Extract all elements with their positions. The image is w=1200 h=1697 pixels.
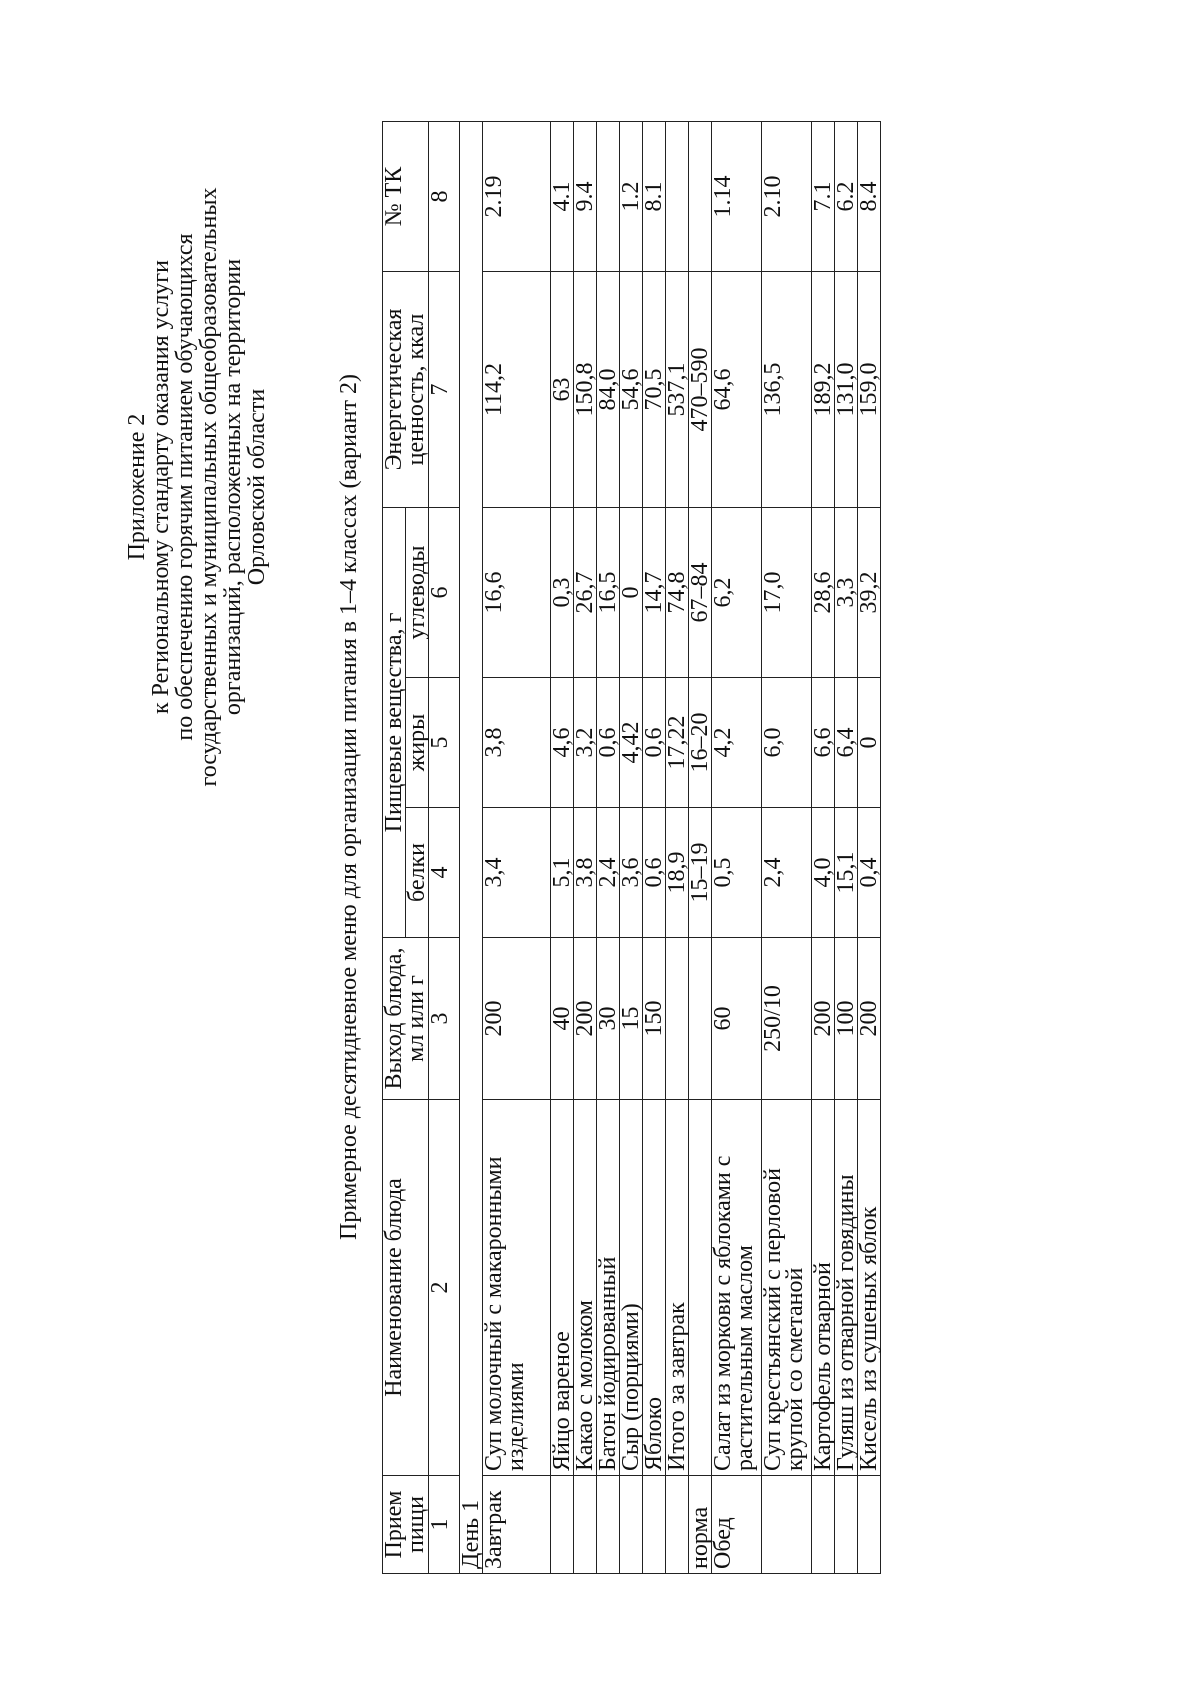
column-number: 3 xyxy=(429,938,460,1100)
cell-meal xyxy=(835,1476,858,1574)
cell-tk: 7.1 xyxy=(812,122,835,272)
col-header-fat: жиры xyxy=(406,678,429,808)
cell-tk: 6.2 xyxy=(835,122,858,272)
cell-protein: 4,0 xyxy=(812,808,835,938)
col-header-carbs: углеводы xyxy=(406,508,429,678)
cell-yield: 40 xyxy=(551,938,574,1100)
cell-meal xyxy=(551,1476,574,1574)
cell-meal xyxy=(858,1476,881,1574)
col-header-dish: Наименование блюда xyxy=(383,1100,429,1476)
cell-protein: 3,4 xyxy=(483,808,551,938)
cell-dish: Яйцо вареное xyxy=(551,1100,574,1476)
cell-yield xyxy=(689,938,712,1100)
cell-meal xyxy=(574,1476,597,1574)
cell-fat: 6,4 xyxy=(835,678,858,808)
cell-dish: Сыр (порциями) xyxy=(620,1100,643,1476)
cell-fat: 3,8 xyxy=(483,678,551,808)
col-header-meal: Прием пищи xyxy=(383,1476,429,1574)
day-label: День 1 xyxy=(460,122,483,1574)
cell-tk: 1.2 xyxy=(620,122,643,272)
cell-dish: Яблоко xyxy=(643,1100,666,1476)
cell-dish: Батон йодированный xyxy=(597,1100,620,1476)
cell-energy: 64,6 xyxy=(712,272,762,508)
cell-carbs: 6,2 xyxy=(712,508,762,678)
cell-dish: Гуляш из отварной говядины xyxy=(835,1100,858,1476)
cell-fat: 17,22 xyxy=(666,678,689,808)
cell-yield: 200 xyxy=(574,938,597,1100)
cell-dish: Какао с молоком xyxy=(574,1100,597,1476)
header-line-5: организаций, расположенных на территории xyxy=(220,258,246,716)
cell-tk: 1.14 xyxy=(712,122,762,272)
cell-fat: 6,0 xyxy=(762,678,812,808)
cell-energy: 537,1 xyxy=(666,272,689,508)
cell-yield: 100 xyxy=(835,938,858,1100)
cell-energy: 70,5 xyxy=(643,272,666,508)
cell-protein: 2,4 xyxy=(762,808,812,938)
cell-energy: 63 xyxy=(551,272,574,508)
cell-tk: 4.1 xyxy=(551,122,574,272)
cell-meal xyxy=(762,1476,812,1574)
cell-protein: 2,4 xyxy=(597,808,620,938)
col-header-energy: Энергетическая ценность, ккал xyxy=(383,272,429,508)
cell-energy: 159,0 xyxy=(858,272,881,508)
header-row-1 xyxy=(383,122,406,1574)
table-row xyxy=(597,122,620,1574)
cell-dish: Кисель из сушеных яблок xyxy=(858,1100,881,1476)
column-number: 8 xyxy=(429,122,460,272)
cell-carbs: 16,5 xyxy=(597,508,620,678)
cell-dish: Суп молочный с макаронными изделиями xyxy=(483,1100,551,1476)
column-number-row xyxy=(429,122,460,1574)
cell-meal: Завтрак xyxy=(483,1476,551,1574)
cell-meal xyxy=(597,1476,620,1574)
col-header-yield: Выход блюда, мл или г xyxy=(383,938,429,1100)
cell-dish xyxy=(689,1100,712,1476)
cell-carbs: 67–84 xyxy=(689,508,712,678)
cell-carbs: 3,3 xyxy=(835,508,858,678)
column-number: 7 xyxy=(429,272,460,508)
cell-carbs: 0 xyxy=(620,508,643,678)
cell-tk xyxy=(689,122,712,272)
cell-yield: 250/10 xyxy=(762,938,812,1100)
cell-fat: 4,42 xyxy=(620,678,643,808)
cell-tk: 9.4 xyxy=(574,122,597,272)
table-row-norm xyxy=(689,122,712,1574)
cell-protein: 0,6 xyxy=(643,808,666,938)
cell-energy: 54,6 xyxy=(620,272,643,508)
day-row xyxy=(460,122,483,1574)
document-title: Примерное десятидневное меню для организации питания в 1–4 классах (вариант 2) xyxy=(336,374,362,1241)
column-number: 1 xyxy=(429,1476,460,1574)
cell-protein: 15–19 xyxy=(689,808,712,938)
cell-carbs: 26,7 xyxy=(574,508,597,678)
column-number: 2 xyxy=(429,1100,460,1476)
cell-energy: 136,5 xyxy=(762,272,812,508)
cell-energy: 131,0 xyxy=(835,272,858,508)
cell-protein: 0,5 xyxy=(712,808,762,938)
cell-carbs: 16,6 xyxy=(483,508,551,678)
cell-meal: норма xyxy=(689,1476,712,1574)
col-header-tk: № ТК xyxy=(383,122,429,272)
cell-dish: Суп крестьянский с перловой крупой со сметаной xyxy=(762,1100,812,1476)
table-row xyxy=(643,122,666,1574)
cell-yield xyxy=(666,938,689,1100)
table-row xyxy=(712,122,762,1574)
menu-table xyxy=(382,121,881,1574)
header-line-6: Орловской области xyxy=(244,388,270,586)
cell-yield: 30 xyxy=(597,938,620,1100)
cell-fat: 4,2 xyxy=(712,678,762,808)
table-row xyxy=(812,122,835,1574)
cell-yield: 200 xyxy=(812,938,835,1100)
col-header-nutrients: Пищевые вещества, г xyxy=(383,508,406,938)
cell-fat: 3,2 xyxy=(574,678,597,808)
cell-yield: 60 xyxy=(712,938,762,1100)
cell-tk: 8.4 xyxy=(858,122,881,272)
cell-fat: 16–20 xyxy=(689,678,712,808)
cell-meal xyxy=(812,1476,835,1574)
cell-dish: Итого за завтрак xyxy=(666,1100,689,1476)
cell-energy: 470–590 xyxy=(689,272,712,508)
cell-tk xyxy=(666,122,689,272)
cell-fat: 0,6 xyxy=(597,678,620,808)
cell-protein: 3,8 xyxy=(574,808,597,938)
cell-tk: 8.1 xyxy=(643,122,666,272)
table-row xyxy=(762,122,812,1574)
cell-protein: 3,6 xyxy=(620,808,643,938)
appendix-header xyxy=(125,107,269,867)
cell-fat: 6,6 xyxy=(812,678,835,808)
cell-meal xyxy=(666,1476,689,1574)
cell-meal xyxy=(620,1476,643,1574)
cell-protein: 18,9 xyxy=(666,808,689,938)
cell-tk: 2.19 xyxy=(483,122,551,272)
cell-carbs: 17,0 xyxy=(762,508,812,678)
cell-protein: 5,1 xyxy=(551,808,574,938)
cell-energy: 114,2 xyxy=(483,272,551,508)
cell-energy: 84,0 xyxy=(597,272,620,508)
cell-fat: 0,6 xyxy=(643,678,666,808)
table-row xyxy=(483,122,551,1574)
column-number: 4 xyxy=(429,808,460,938)
cell-yield: 15 xyxy=(620,938,643,1100)
cell-dish: Салат из моркови с яблоками с растительным маслом xyxy=(712,1100,762,1476)
cell-meal xyxy=(643,1476,666,1574)
table-row xyxy=(835,122,858,1574)
cell-tk xyxy=(597,122,620,272)
column-number: 5 xyxy=(429,678,460,808)
column-number: 6 xyxy=(429,508,460,678)
cell-fat: 0 xyxy=(858,678,881,808)
header-line-3: по обеспечению горячим питанием обучающихся xyxy=(172,233,198,741)
cell-protein: 15,1 xyxy=(835,808,858,938)
header-line-4: государственных и муниципальных общеобразовательных xyxy=(196,187,222,787)
table-row xyxy=(551,122,574,1574)
cell-energy: 189,2 xyxy=(812,272,835,508)
table-row-subtotal xyxy=(666,122,689,1574)
cell-yield: 150 xyxy=(643,938,666,1100)
cell-protein: 0,4 xyxy=(858,808,881,938)
cell-fat: 4,6 xyxy=(551,678,574,808)
cell-carbs: 28,6 xyxy=(812,508,835,678)
header-line-1: Приложение 2 xyxy=(124,413,150,561)
cell-energy: 150,8 xyxy=(574,272,597,508)
cell-dish: Картофель отварной xyxy=(812,1100,835,1476)
cell-tk: 2.10 xyxy=(762,122,812,272)
table-row xyxy=(858,122,881,1574)
cell-carbs: 0,3 xyxy=(551,508,574,678)
table-row xyxy=(574,122,597,1574)
cell-yield: 200 xyxy=(858,938,881,1100)
table-row xyxy=(620,122,643,1574)
col-header-protein: белки xyxy=(406,808,429,938)
cell-meal: Обед xyxy=(712,1476,762,1574)
cell-carbs: 39,2 xyxy=(858,508,881,678)
header-line-2: к Региональному стандарту оказания услуги xyxy=(148,260,174,715)
cell-carbs: 14,7 xyxy=(643,508,666,678)
cell-yield: 200 xyxy=(483,938,551,1100)
cell-carbs: 74,8 xyxy=(666,508,689,678)
